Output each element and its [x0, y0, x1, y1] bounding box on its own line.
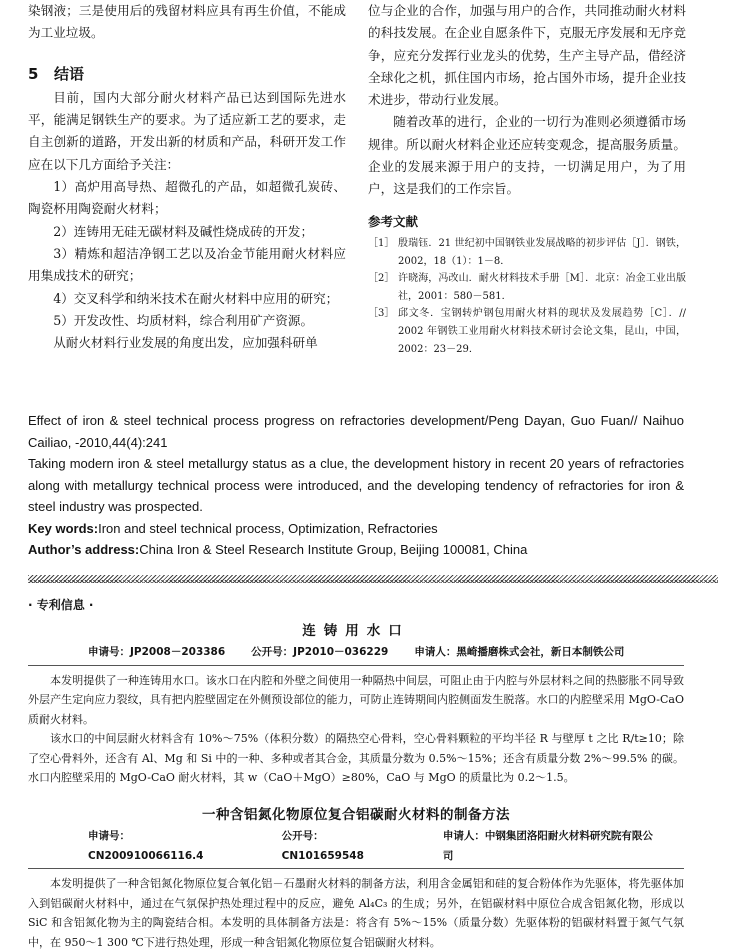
- right-column: [368, 0, 686, 358]
- reference-text: 邱文冬．宝钢转炉钢包用耐火材料的现状及发展趋势［C］．// 2002 年钢铁工业用耐火材料技术研讨会论文集，昆山，中国，2002：23－29．: [398, 308, 686, 355]
- left-top-paragraph: 染钢液；三是使用后的残留材料应具有再生价值，不能成为工业垃圾。: [28, 3, 346, 41]
- applicant: 申请人：黑崎播磨株式会社，新日本制铁公司: [414, 646, 625, 658]
- abstract-body: Taking modern iron & steel metallurgy status as a clue, the development history in recent 20 years of refractories along with metallurgy technical process were introduced, and the developing tendency of refractories for iron & steel industry was prospected.: [28, 456, 684, 514]
- reference-item: [368, 235, 686, 270]
- reference-number: ［1］: [368, 237, 395, 249]
- decorative-divider-2: [28, 580, 718, 583]
- keywords-label: Key words:: [28, 520, 99, 536]
- divider-line: [28, 665, 684, 666]
- section-heading: [28, 63, 346, 85]
- right-paragraph-2: 随着改革的进行，企业的一切行为准则必须遵循市场规律。所以耐火材料企业还应转变观念，提高服务质量。企业的发展来源于用户的支持，一切满足用户，为了用户，这是我们的工作宗旨。: [368, 114, 686, 197]
- publication-number: 公开号：CN101659548: [281, 830, 364, 862]
- address-label: Author’s address:: [28, 542, 140, 557]
- address-line: [28, 539, 684, 561]
- intro-paragraph: 目前，国内大部分耐火材料产品已达到国际先进水平，能满足钢铁生产的要求。为了适应新工艺的要求，走自主创新的道路，开发出新的材质和产品，科研开发工作应在以下几方面给予关注：: [28, 89, 346, 172]
- patent-paragraph: 该水口的中间层耐火材料含有 10%～75%（体积分数）的隔热空心骨料，空心骨料颗粒的平均半径 R 与壁厚 t 之比 R/t≥10；除了空心骨料外，还含有 Al、Mg 和 Si 中的一种、多种或者其合金，其质量分数为 0.5%～15%；还含有质量分数 2%～99.5% 的碳。水口内腔壁采用的 MgO-CaO 耐火材料，其 w（CaO＋MgO）≥80%，CaO 与 MgO 的质量比为 0.2～1.5。: [28, 732, 684, 784]
- patent-title: 连铸用水口: [302, 622, 410, 639]
- reference-item: [368, 305, 686, 358]
- patent-meta: [88, 643, 684, 663]
- references-title: 参考文献: [368, 213, 419, 229]
- list-item: 2）连铸用无硅无碳材料及碱性烧成砖的开发；: [53, 223, 314, 239]
- list-item: 1）高炉用高导热、超微孔的产品，如超微孔炭砖、陶瓷杯用陶瓷耐火材料；: [28, 179, 346, 217]
- reference-text: 许晓海，冯改山．耐火材料技术手册［M］．北京：冶金工业出版社，2001：580－581．: [398, 273, 686, 302]
- section-number: 5: [28, 64, 39, 83]
- right-paragraph-1: 位与企业的合作，加强与用户的合作，共同推动耐火材料的科技发展。在企业自愿条件下，克服无序发展和无序竞争，应充分发挥行业龙头的优势，生产主导产品，借经济全球化之机，抓住国内市场，抢占国外市场，提升企业技术进步，带动行业发展。: [368, 3, 686, 108]
- keywords-value: Iron and steel technical process, Optimization, Refractories: [98, 520, 438, 536]
- reference-item: [368, 270, 686, 305]
- patent-title: 一种含铝氮化物原位复合铝碳耐火材料的制备方法: [202, 806, 510, 823]
- reference-number: ［3］: [368, 308, 395, 320]
- left-bottom-paragraph: 从耐火材料行业发展的角度出发，应加强科研单: [53, 335, 318, 351]
- patent-paragraph: 本发明提供了一种含铝氮化物原位复合氧化铝－石墨耐火材料的制备方法，利用含金属铝和硅的复合粉体作为先驱体，将先驱体加入到铝碳耐火材料中，通过在气氛保护热处理过程中的反应，避免 Al₄C₃ 的生成；另外，在铝碳材料中原位合成含铝氮化物，形成以 SiC 和含铝氮化物为主的陶瓷结合相。本发明的具体制备方法是：将含有 5%～15%（质量分数）先驱体粉的铝碳材料置于氮气气氛中，在 950～1 300 ℃下进行热处理，形成一种含铝氮化物原位复合铝碳耐火材料。: [28, 877, 684, 949]
- section-title: 结语: [54, 64, 85, 83]
- list-item: 4）交叉科学和纳米技术在耐火材料中应用的研究；: [53, 290, 339, 306]
- reference-text: 殷瑞钰．21 世纪初中国钢铁业发展战略的初步评估［J］．钢铁，2002，18（1）：1－8．: [398, 237, 686, 267]
- patent-paragraph: 本发明提供了一种连铸用水口。该水口在内腔和外壁之间使用一种隔热中间层，可阻止由于内腔与外层材料之间的热膨胀不同导致外层产生定向应力裂纹，具有把内腔壁固定在外侧预设部位的能力，可防止连铸期间内腔侧面发生脱落。水口的内腔壁采用 MgO-CaO 质耐火材料。: [28, 673, 684, 726]
- address-value: China Iron & Steel Research Institute Group, Beijing 100081, China: [139, 542, 528, 557]
- list-item: 5）开发改性、均质材料，综合利用矿产资源。: [53, 312, 314, 328]
- publication-number: 公开号：JP2010－036229: [251, 646, 389, 658]
- application-number: 申请号：JP2008－203386: [88, 646, 226, 658]
- english-abstract: [28, 410, 684, 561]
- reference-number: ［2］: [368, 273, 395, 285]
- abstract-title: Effect of iron & steel technical process progress on refractories development/Peng Dayan, Guo Fuan// Naihuo Cailiao, -2010,44(4):241: [28, 413, 684, 450]
- patent-section-header: · 专利信息 ·: [28, 598, 94, 612]
- divider-line: [28, 868, 684, 869]
- left-column: [28, 0, 346, 354]
- patent-meta: [88, 827, 684, 866]
- application-number: 申请号：CN200910066116.4: [88, 830, 204, 862]
- list-item: 3）精炼和超洁净钢工艺以及冶金节能用耐火材料应用集成技术的研究；: [28, 245, 346, 284]
- applicant: 申请人：中钢集团洛阳耐火材料研究院有限公司: [442, 830, 653, 862]
- keywords-line: [28, 518, 684, 540]
- patent-section: [28, 596, 684, 952]
